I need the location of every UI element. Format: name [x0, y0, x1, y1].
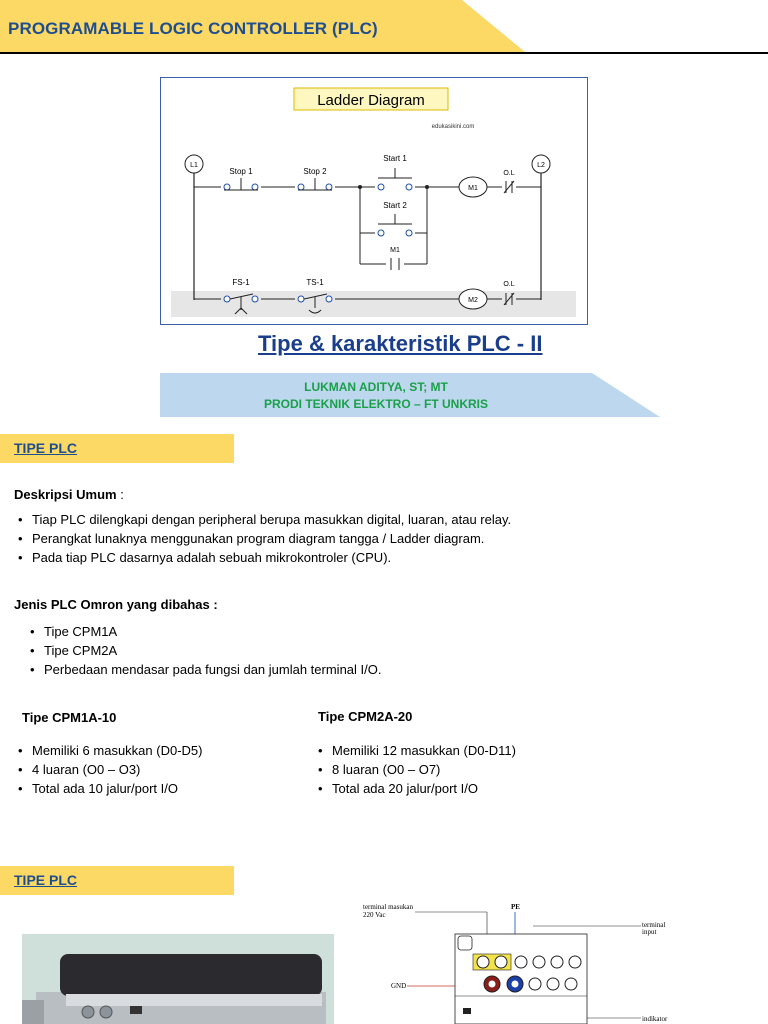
list-item: • Perbedaan mendasar pada fungsi dan jumlah terminal I/O.: [26, 660, 381, 679]
stop2-label: Stop 2: [303, 167, 327, 176]
plc-photo-svg: [22, 934, 334, 1024]
terminal-screw: [569, 956, 581, 968]
section-tag-tipe-plc-1: [0, 434, 234, 463]
stop2-contact-a: [298, 184, 304, 190]
wiring-label-gnd: GND: [391, 982, 407, 990]
ts1-contact-a: [298, 296, 304, 302]
wiring-label-terminal-input: terminal: [642, 921, 666, 929]
list-item: • 4 luaran (O0 – O3): [14, 760, 202, 779]
start2-contact-b: [406, 230, 412, 236]
list-item: • Pada tiap PLC dasarnya adalah sebuah mikrokontroler (CPU).: [14, 548, 511, 567]
m1-coil-label: M1: [468, 185, 478, 192]
list-item: • Total ada 20 jalur/port I/O: [314, 779, 516, 798]
cpm1a-heading: Tipe CPM1A-10: [22, 710, 117, 725]
stop1-contact-b: [252, 184, 258, 190]
plc-indicator-block: [130, 1006, 142, 1014]
list-item: • 8 luaran (O0 – O7): [314, 760, 516, 779]
m2-coil-label: M2: [468, 297, 478, 304]
list-item: • Perangkat lunaknya menggunakan program diagram tangga / Ladder diagram.: [14, 529, 511, 548]
fs1-contact-a: [224, 296, 230, 302]
cpm2a-heading: Tipe CPM2A-20: [318, 709, 413, 724]
start1-contact-a: [378, 184, 384, 190]
ladder-title: Ladder Diagram: [317, 92, 425, 109]
section-tag-label: TIPE PLC: [14, 872, 78, 888]
l1-label: L1: [190, 162, 198, 169]
wiring-label-terminal-input-b: input: [642, 928, 657, 936]
section-tag-label: TIPE PLC: [14, 440, 78, 456]
ol2-label: O.L: [503, 281, 515, 288]
wiring-label-indikator: indikator: [642, 1015, 668, 1023]
m1-contact-gap: [386, 258, 404, 270]
junction-2: [425, 185, 429, 189]
ladder-diagram-svg: [161, 78, 589, 326]
deskripsi-colon: :: [116, 487, 124, 502]
plc-photo: [22, 934, 334, 1024]
plc-wiring-diagram: [355, 896, 765, 1024]
plc-knob-2: [100, 1006, 112, 1018]
terminal-screw: [515, 956, 527, 968]
indicator-block: [463, 1008, 471, 1014]
author-dept: PRODI TEKNIK ELEKTRO – FT UNKRIS: [263, 397, 488, 411]
deskripsi-label: Deskripsi Umum: [14, 487, 117, 502]
start2-contact-a: [378, 230, 384, 236]
slide-subtitle: Tipe & karakteristik PLC - II: [258, 331, 543, 356]
fs1-label: FS-1: [232, 278, 250, 287]
list-item: • Tipe CPM1A: [26, 622, 381, 641]
cpm2a-list: [314, 741, 516, 798]
terminal-screw: [551, 956, 563, 968]
deskripsi-heading: [14, 487, 124, 502]
plc-knob-1: [82, 1006, 94, 1018]
m1-contact-label: M1: [390, 247, 400, 254]
ts1-contact-b: [326, 296, 332, 302]
section-tag-tipe-plc-2: [0, 866, 234, 895]
terminal-screw: [495, 956, 507, 968]
list-item: • Total ada 10 jalur/port I/O: [14, 779, 202, 798]
plc-side-bracket: [22, 1000, 44, 1024]
terminal-screw: [533, 956, 545, 968]
start1-contact-b: [406, 184, 412, 190]
terminal-screw: [565, 978, 577, 990]
terminal-mount-tab: [458, 936, 472, 950]
ladder-diagram-figure: [160, 77, 588, 325]
pe-terminal-center: [512, 981, 519, 988]
start1-label: Start 1: [383, 154, 407, 163]
ladder-watermark: edukasikini.com: [431, 124, 475, 130]
start2-label: Start 2: [383, 201, 407, 210]
wiring-label-input-220: terminal masukan: [363, 903, 413, 911]
cpm1a-list: [14, 741, 202, 798]
wiring-label-input-220-b: 220 Vac: [363, 911, 386, 919]
ol1-label: O.L: [503, 170, 515, 177]
list-item: • Memiliki 6 masukkan (D0-D5): [14, 741, 202, 760]
omron-heading: Jenis PLC Omron yang dibahas :: [14, 597, 218, 612]
terminal-screw: [547, 978, 559, 990]
list-item: • Tipe CPM2A: [26, 641, 381, 660]
terminal-screw: [529, 978, 541, 990]
l2-label: L2: [537, 162, 545, 169]
stop1-contact-a: [224, 184, 230, 190]
gnd-terminal-center: [489, 981, 496, 988]
omron-list: [26, 622, 381, 679]
stop2-contact-b: [326, 184, 332, 190]
header-divider: [0, 52, 768, 54]
page-title: PROGRAMABLE LOGIC CONTROLLER (PLC): [8, 19, 378, 38]
author-name: LUKMAN ADITYA, ST; MT: [304, 380, 448, 394]
stop1-label: Stop 1: [229, 167, 253, 176]
list-item: • Tiap PLC dilengkapi dengan peripheral berupa masukkan digital, luaran, atau relay.: [14, 510, 511, 529]
plc-cover: [60, 954, 322, 996]
list-item: • Memiliki 12 masukkan (D0-D11): [314, 741, 516, 760]
junction-1: [358, 185, 362, 189]
fs1-contact-b: [252, 296, 258, 302]
terminal-screw: [477, 956, 489, 968]
wiring-label-pe: PE: [511, 903, 520, 911]
deskripsi-list: [14, 510, 511, 567]
ts1-label: TS-1: [306, 278, 324, 287]
plc-terminal-strip: [66, 994, 322, 1006]
